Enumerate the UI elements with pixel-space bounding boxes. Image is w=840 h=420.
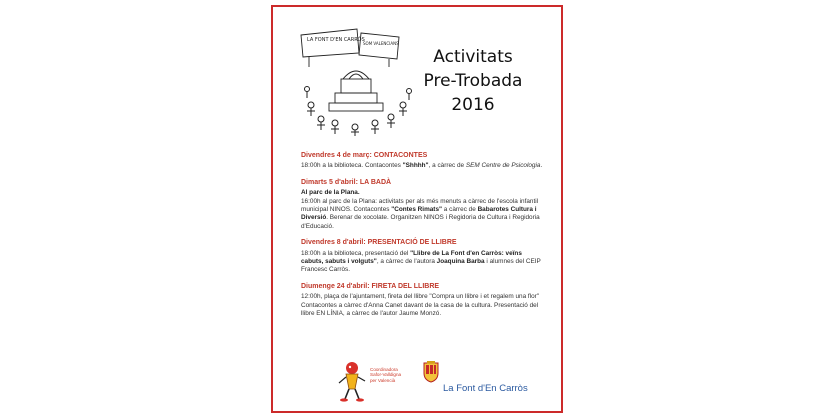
event-heading: Divendres 8 d'abril: PRESENTACIÓ DE LLIBRE bbox=[301, 239, 457, 247]
event-text-part: , a càrrec de bbox=[428, 162, 466, 170]
event-text-part: . Berenar de xocolate. Organitzen NINOS i Regidoria de Cultura i Regidoria d'Educació. bbox=[301, 214, 540, 230]
event-item bbox=[301, 283, 545, 319]
footer-logos bbox=[335, 359, 545, 404]
event-text-part: i alumnes del CEIP Francesc Carròs. bbox=[301, 258, 541, 274]
event-item bbox=[301, 239, 545, 275]
event-heading: Divendres 4 de març: CONTACONTES bbox=[301, 152, 428, 159]
event-text-bold: "Contes Rimats" bbox=[391, 206, 443, 214]
event-text-part: , a càrrec de l'autora bbox=[376, 258, 437, 266]
event-text bbox=[301, 162, 545, 170]
event-text-italic: SEM Centre de Psicologia bbox=[465, 162, 541, 170]
title-line-2: Pre-Trobada bbox=[423, 71, 523, 91]
events-list bbox=[301, 152, 545, 327]
title-line-3: 2016 bbox=[451, 95, 495, 115]
poster bbox=[271, 5, 563, 413]
event-heading: Dimarts 5 d'abril: LA BADÀ bbox=[301, 178, 392, 186]
town-logo bbox=[421, 359, 561, 403]
coordinadora-logo bbox=[335, 359, 415, 403]
event-item bbox=[301, 179, 545, 231]
event-text-part: . bbox=[540, 162, 543, 170]
coordinadora-text bbox=[370, 367, 414, 383]
town-shield-icon bbox=[421, 361, 441, 383]
event-text bbox=[301, 250, 545, 275]
event-item bbox=[301, 152, 545, 171]
event-text-bold: "Shhhh" bbox=[402, 162, 429, 170]
event-text-part: 18:00h a la biblioteca. Contacontes bbox=[301, 162, 403, 170]
coordinadora-line: Coordinadora bbox=[370, 367, 398, 372]
event-text-bold: Joaquina Barba bbox=[436, 258, 485, 266]
poster-title bbox=[413, 45, 533, 117]
event-text bbox=[301, 293, 545, 318]
mascot-icon bbox=[335, 359, 369, 403]
sketch-sign-right: SOM VALENCIANS bbox=[363, 41, 399, 46]
event-text-part: a càrrec de bbox=[442, 206, 478, 214]
event-text-part: 16:00h al parc de la Plana: activitats per als més menuts a càrrec de l'escola infantil municipal NINOS. Contacontes bbox=[301, 197, 539, 214]
event-text-part: 12:00h, plaça de l'ajuntament, fireta del llibre "Compra un llibre i et regalem una flor" Contacontes a càrrec d'Anna Canet davant de la casa de la cultura. Presentació del llibre EN LÍNIA, a càrrec de l'autor Jaume Monzó. bbox=[301, 293, 540, 318]
coordinadora-line: per Valencià bbox=[370, 377, 396, 383]
sketch-sign-left: LA FONT D'EN CARRÒS bbox=[307, 37, 365, 43]
sketch-illustration bbox=[299, 27, 419, 137]
event-subheading-text: Al parc de la Plana. bbox=[301, 189, 360, 197]
title-line-1: Activitats bbox=[433, 47, 513, 67]
event-heading: Diumenge 24 d'abril: FIRETA DEL LLIBRE bbox=[301, 282, 440, 290]
event-text-bold: "Llibre de La Font d'en Carròs: veïns cabuts, sabuts i volguts" bbox=[301, 249, 522, 266]
coordinadora-line: Safor-Valldigna bbox=[370, 372, 402, 378]
event-subheading bbox=[301, 189, 545, 197]
event-text-part: 18:00h a la biblioteca, presentació del bbox=[301, 249, 411, 257]
town-name: La Font d'En Carròs bbox=[443, 383, 528, 394]
event-text bbox=[301, 198, 545, 232]
event-text-bold: Babarotes Cultura i Diversió bbox=[301, 206, 537, 222]
